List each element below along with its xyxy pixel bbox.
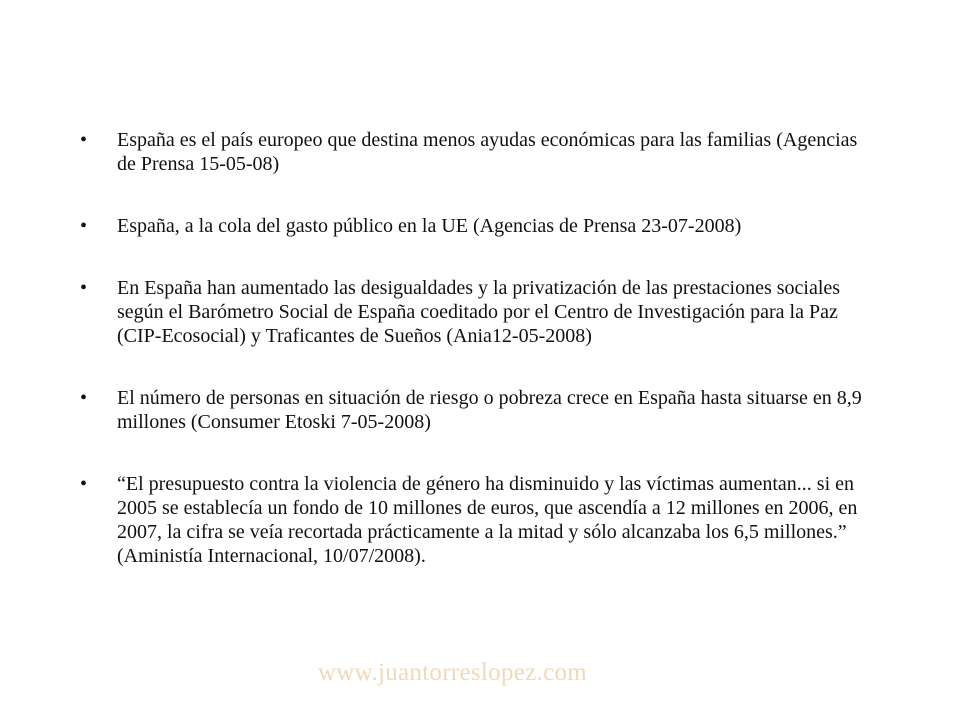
list-item: [80, 276, 880, 348]
list-item: [80, 214, 880, 238]
bullet-text: “El presupuesto contra la violencia de género ha disminuido y las víctimas aumentan... si en 2005 se establecía un fondo de 10 millones de euros, que ascendía a 12 millones en 2006, en 2007, la cifra se veía recortada prácticamente a la mitad y sólo alcanzaba los 6,5 millones.” (Aministía Internacional, 10/07/2008).: [117, 473, 858, 567]
bullet-text: El número de personas en situación de riesgo o pobreza crece en España hasta situarse en 8,9 millones (Consumer Etoski 7-05-2008): [117, 387, 862, 433]
bullet-marker: •: [80, 473, 88, 495]
bullet-text: España es el país europeo que destina menos ayudas económicas para las familias (Agencias de Prensa 15-05-08): [117, 129, 858, 175]
bullet-text: En España han aumentado las desigualdades y la privatización de las prestaciones sociales según el Barómetro Social de España coeditado por el Centro de Investigación para la Paz (CIP-Ecosocial) y Traficantes de Sueños (Ania12-05-2008): [117, 277, 841, 347]
bullet-marker: •: [80, 387, 88, 409]
footer-url: www.juantorreslopez.com: [317, 659, 588, 686]
list-item: [80, 128, 880, 176]
list-item: [80, 472, 880, 568]
bullet-marker: •: [80, 129, 88, 151]
bullet-marker: •: [80, 215, 88, 237]
bullet-list: [80, 128, 880, 568]
bullet-text: España, a la cola del gasto público en la UE (Agencias de Prensa 23-07-2008): [117, 215, 742, 237]
list-item: [80, 386, 880, 434]
bullet-marker: •: [80, 277, 88, 299]
